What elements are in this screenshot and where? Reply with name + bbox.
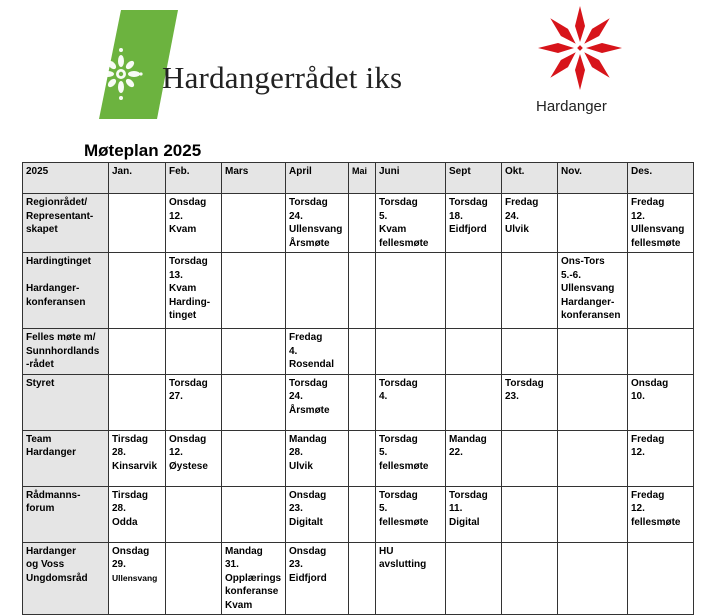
cell-line: 28. — [112, 503, 126, 514]
schedule-cell — [222, 486, 286, 542]
row-header-line: Hardanger — [26, 545, 77, 557]
schedule-cell — [446, 542, 502, 615]
schedule-cell — [628, 253, 694, 329]
schedule-cell — [222, 253, 286, 329]
cell-line: konferanse — [225, 586, 279, 597]
schedule-cell — [558, 194, 628, 253]
cell-line: fellesmøte — [379, 237, 429, 249]
cell-line: Opplærings — [225, 572, 282, 584]
schedule-cell — [376, 542, 446, 615]
cell-line: fellesmøte — [631, 516, 681, 528]
schedule-cell — [558, 374, 628, 430]
schedule-cell — [222, 542, 286, 615]
row-header — [23, 486, 109, 542]
column-header-nov: Nov. — [558, 163, 628, 194]
cell-line: Årsmøte — [289, 237, 330, 249]
cell-line: Mandag — [289, 433, 327, 445]
column-header-jan: Jan. — [109, 163, 166, 194]
schedule-cell — [166, 542, 222, 615]
cell-line: 23. — [505, 391, 519, 402]
cell-line: Ulvik — [505, 224, 529, 235]
cell-line: 12. — [169, 447, 183, 458]
column-header-sept: Sept — [446, 163, 502, 194]
cell-line: 12. — [631, 210, 645, 222]
schedule-cell — [558, 430, 628, 486]
schedule-cell — [286, 374, 349, 430]
schedule-cell — [109, 486, 166, 542]
page-title: Møteplan 2025 — [84, 141, 202, 160]
schedule-cell — [558, 486, 628, 542]
cell-line: 10. — [631, 391, 645, 402]
cell-line: Torsdag — [505, 377, 544, 389]
row-header-line: Team — [26, 433, 52, 445]
cell-line: 22. — [449, 447, 463, 458]
cell-line: Torsdag — [289, 377, 328, 389]
schedule-cell — [446, 194, 502, 253]
schedule-cell — [376, 329, 446, 375]
cell-line: Ons-Tors — [561, 256, 605, 267]
cell-line: Kvam — [169, 283, 197, 294]
cell-line: 23. — [289, 559, 303, 570]
cell-line: Torsdag — [169, 377, 208, 389]
table-row — [23, 374, 694, 430]
row-header-line: Hardanger- — [26, 283, 80, 294]
hardangerradet-logo-text: Hardangerrådet iks — [162, 60, 403, 95]
row-header-line: skapet — [26, 224, 58, 235]
cell-line: 12. — [169, 210, 183, 222]
row-header — [23, 253, 109, 329]
schedule-cell — [166, 329, 222, 375]
schedule-cell — [628, 486, 694, 542]
cell-line: 11. — [449, 503, 463, 514]
cell-line: Onsdag — [289, 489, 327, 501]
table-row — [23, 486, 694, 542]
table-header-row — [23, 163, 694, 194]
column-header-des: Des. — [628, 163, 694, 194]
cell-line: Fredag — [631, 433, 665, 445]
cell-line: 24. — [505, 210, 519, 222]
cell-line: 5. — [379, 503, 388, 514]
cell-line: Årsmøte — [289, 404, 330, 416]
schedule-cell — [166, 374, 222, 430]
schedule-cell — [558, 253, 628, 329]
column-header-mars: Mars — [222, 163, 286, 194]
cell-line: Eidfjord — [449, 224, 487, 235]
cell-line: 18. — [449, 210, 463, 222]
schedule-cell — [502, 430, 558, 486]
schedule-cell — [628, 374, 694, 430]
schedule-cell — [376, 194, 446, 253]
cell-line: 31. — [225, 559, 239, 570]
cell-line: Digital — [449, 516, 480, 528]
cell-line: fellesmøte — [379, 460, 429, 472]
schedule-cell — [446, 430, 502, 486]
row-header — [23, 542, 109, 615]
schedule-cell — [109, 253, 166, 329]
schedule-cell — [109, 374, 166, 430]
cell-line: 29. — [112, 559, 126, 570]
cell-line: Onsdag — [112, 545, 150, 557]
schedule-cell — [558, 329, 628, 375]
schedule-cell — [446, 253, 502, 329]
schedule-cell — [286, 430, 349, 486]
cell-line: Torsdag — [379, 377, 418, 389]
cell-line: Torsdag — [289, 197, 328, 208]
cell-line: 5.-6. — [561, 269, 582, 281]
row-header-line: forum — [26, 503, 55, 514]
schedule-cell — [349, 374, 376, 430]
schedule-cell — [376, 374, 446, 430]
column-header-okt: Okt. — [502, 163, 558, 194]
column-header-juni: Juni — [376, 163, 446, 194]
cell-line: Onsdag — [289, 545, 327, 557]
meeting-schedule-table — [22, 162, 694, 615]
schedule-cell — [349, 542, 376, 615]
cell-line: Onsdag — [631, 377, 669, 389]
cell-line: Rosendal — [289, 359, 335, 370]
cell-line: Torsdag — [379, 433, 418, 445]
schedule-cell — [628, 542, 694, 615]
schedule-cell — [349, 329, 376, 375]
cell-line: Torsdag — [449, 197, 488, 208]
cell-line: Fredag — [505, 197, 539, 208]
schedule-cell — [446, 486, 502, 542]
column-header-year: 2025 — [23, 163, 109, 194]
cell-line: Onsdag — [169, 433, 207, 445]
schedule-cell — [502, 486, 558, 542]
cell-line: 13. — [169, 269, 183, 281]
schedule-cell — [349, 253, 376, 329]
row-header — [23, 194, 109, 253]
row-header-line: Sunnhordlands — [26, 345, 100, 357]
cell-line: Mandag — [225, 545, 263, 557]
schedule-cell — [286, 253, 349, 329]
schedule-cell — [349, 430, 376, 486]
schedule-cell — [502, 542, 558, 615]
schedule-cell — [222, 329, 286, 375]
cell-line: 12. — [631, 447, 645, 458]
schedule-cell — [628, 194, 694, 253]
schedule-cell — [166, 253, 222, 329]
schedule-cell — [222, 374, 286, 430]
schedule-cell — [222, 430, 286, 486]
cell-line: avslutting — [379, 559, 427, 570]
schedule-cell — [349, 486, 376, 542]
cell-line: HU — [379, 545, 394, 557]
schedule-cell — [502, 194, 558, 253]
schedule-cell — [222, 194, 286, 253]
schedule-cell — [286, 542, 349, 615]
cell-line: Eidfjord — [289, 572, 327, 584]
schedule-cell — [502, 329, 558, 375]
cell-line: Ullensvang — [561, 283, 615, 294]
row-header-line: Rådmanns- — [26, 489, 81, 501]
row-header-line: Representant- — [26, 210, 94, 222]
column-header-april: April — [286, 163, 349, 194]
schedule-cell — [349, 194, 376, 253]
cell-line: 28. — [112, 447, 126, 458]
schedule-cell — [446, 374, 502, 430]
cell-line: Torsdag — [379, 489, 418, 501]
cell-line: Ullensvang — [289, 224, 343, 235]
cell-line: Digitalt — [289, 516, 323, 528]
table-row — [23, 329, 694, 375]
cell-line: Tirsdag — [112, 433, 148, 445]
table-row — [23, 430, 694, 486]
cell-line: Fredag — [289, 332, 323, 343]
row-header-line: konferansen — [26, 296, 86, 308]
cell-line: fellesmøte — [379, 516, 429, 528]
column-header-feb: Feb. — [166, 163, 222, 194]
schedule-cell — [109, 542, 166, 615]
column-header-mai: Mai — [349, 163, 376, 194]
cell-line: 24. — [289, 391, 303, 402]
table-row — [23, 542, 694, 615]
row-header-line: Felles møte m/ — [26, 332, 96, 343]
schedule-cell — [628, 329, 694, 375]
row-header-line: -rådet — [26, 359, 54, 370]
row-header-line: Ungdomsråd — [26, 572, 88, 584]
cell-line: 4. — [379, 391, 388, 402]
cell-line: 4. — [289, 345, 298, 357]
row-header-line: Hardanger — [26, 447, 77, 458]
cell-line: Kinsarvik — [112, 460, 158, 472]
row-header-line: og Voss — [26, 559, 65, 570]
hardanger-logo — [530, 2, 630, 103]
schedule-cell — [109, 430, 166, 486]
schedule-cell — [286, 194, 349, 253]
cell-line: Hardanger- — [561, 296, 615, 308]
hardanger-star-icon — [530, 2, 630, 98]
hardanger-logo-text: Hardanger — [536, 98, 607, 115]
cell-line: Torsdag — [449, 489, 488, 501]
cell-line: 27. — [169, 391, 183, 402]
cell-line: Harding- — [169, 296, 211, 308]
cell-line: 28. — [289, 447, 303, 458]
cell-line: 23. — [289, 503, 303, 514]
schedule-cell — [502, 374, 558, 430]
cell-line: Kvam — [225, 599, 253, 611]
cell-line: Mandag — [449, 433, 487, 445]
schedule-cell — [166, 194, 222, 253]
cell-line: Onsdag — [169, 197, 207, 208]
cell-line: Fredag — [631, 489, 665, 501]
cell-line: Ulvik — [289, 460, 313, 472]
schedule-cell — [376, 253, 446, 329]
cell-line: Fredag — [631, 197, 665, 208]
schedule-cell — [376, 430, 446, 486]
schedule-cell — [286, 486, 349, 542]
schedule-cell — [166, 430, 222, 486]
cell-line: Ullensvang — [631, 224, 685, 235]
row-header-line: Regionrådet/ — [26, 197, 88, 208]
cell-line: Odda — [112, 516, 138, 528]
table-row — [23, 253, 694, 329]
cell-line: Kvam — [379, 224, 407, 235]
schedule-cell — [166, 486, 222, 542]
schedule-cell — [558, 542, 628, 615]
cell-line: fellesmøte — [631, 237, 681, 249]
schedule-cell — [628, 430, 694, 486]
schedule-cell — [109, 329, 166, 375]
row-header — [23, 329, 109, 375]
row-header — [23, 374, 109, 430]
cell-line: 24. — [289, 210, 303, 222]
cell-line: konferansen — [561, 310, 621, 321]
cell-line: 5. — [379, 210, 388, 222]
schedule-cell — [446, 329, 502, 375]
cell-line: Øystese — [169, 460, 208, 472]
cell-line: 12. — [631, 503, 645, 514]
cell-line: Kvam — [169, 224, 197, 235]
schedule-cell — [109, 194, 166, 253]
schedule-cell — [286, 329, 349, 375]
row-header — [23, 430, 109, 486]
cell-line: tinget — [169, 310, 197, 321]
row-header-line — [26, 269, 105, 283]
schedule-cell — [502, 253, 558, 329]
table-row — [23, 194, 694, 253]
cell-line: Torsdag — [379, 197, 418, 208]
row-header-line: Hardingtinget — [26, 256, 91, 267]
cell-line: 5. — [379, 447, 388, 458]
row-header-line: Styret — [26, 377, 55, 389]
cell-line: Ullensvang — [112, 572, 158, 583]
cell-line: Torsdag — [169, 256, 208, 267]
schedule-cell — [376, 486, 446, 542]
cell-line: Tirsdag — [112, 489, 148, 501]
